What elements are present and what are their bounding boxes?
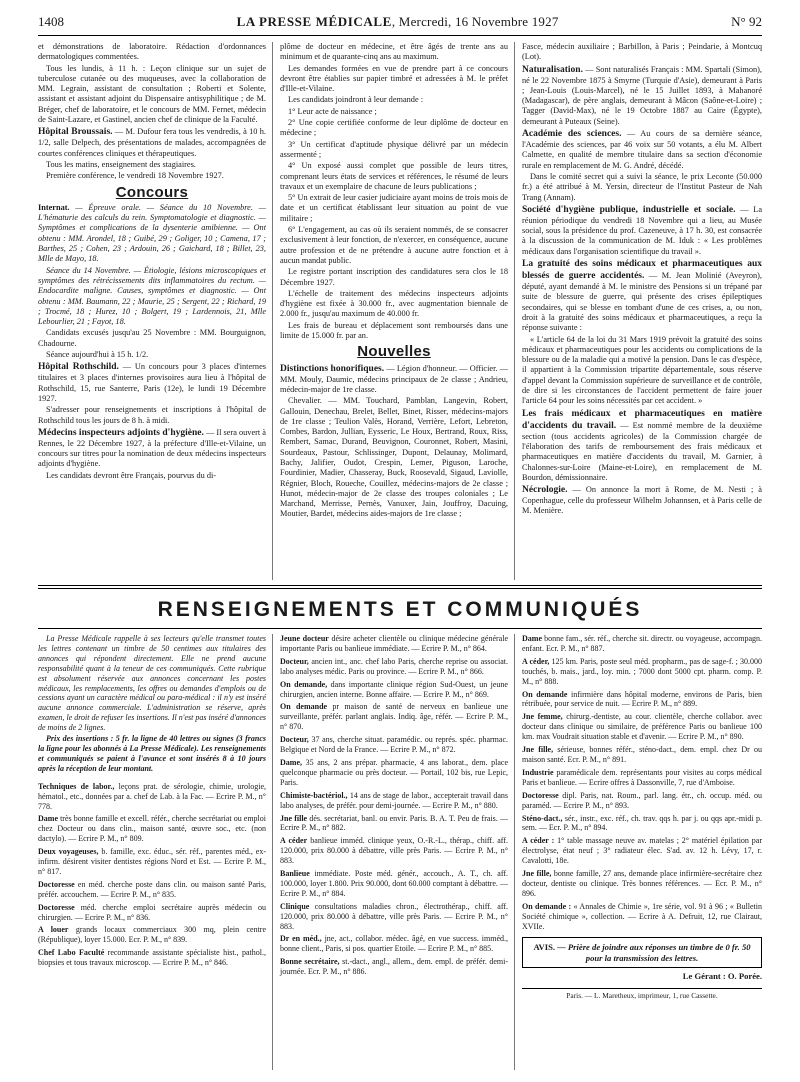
classified-ad-lead: A céder, bbox=[522, 656, 550, 666]
column-3 bbox=[522, 42, 762, 518]
article-text: — Est nommé membre de la deuxième section (tous accidents agricoles) de la Commission chargée de l'élaboration des tarifs de remboursement des frais médicaux et pharmaceutiques en matière d'accidents du travail, M. Garnier, à Chalonnes-sur-Loire (Maine-et-Loire), en remplacement de M. Bourdon, démissionnaire. bbox=[522, 420, 762, 482]
avis-box bbox=[522, 937, 762, 968]
classified-ad-lead: Deux voyageuses, bbox=[38, 847, 99, 857]
paragraph: Chevalier. — MM. Touchard, Pamblan, Langevin, Robert, Gallouin, Denechau, Brelet, Bellet, Binet, Risser, médecins-majors de 1re classe ; Teulion Valès, Horand, Verrière, Lefort, Lebreton, Combes, Bardon, Jullian, Eysseric, Le Houx, Bertrand, Roux, Riss, Rembert, Samac, Durand, Beuvignon, Couronnet, Robert, Masini, Sourdeaux, Pastour, Schlissinger, Dupont, Delaunay, Molimard, Bachy, Jalifier, Oudot, Crespin, Lemer, Piguson, Laroche, Fourdinier, Madier, Chasseray, Buck, Roosevald, Sigaud, Laviolle, Régnier, Bloch, Roueche, Couillez, médecins-majors de 2e classe ; Hunot, médecin-major de 2e classe des troupes coloniales ; Le Marchand, Merrisse, Pernès, Vanuxer, Jain, Jouffroy, Dacuing, Moutier, Bardet, médecins aides-majors de 1re classe ; bbox=[280, 396, 508, 519]
article-heading: Nécrologie. bbox=[522, 485, 568, 496]
classified-ad-lead: Jne femme, bbox=[522, 712, 563, 722]
column-rule bbox=[514, 634, 515, 1070]
classified-ad-text: désire acheter clientèle ou clinique médecine générale importante Paris ou banlieue immédiate. — Ecrire P. M., n° 864. bbox=[280, 634, 508, 653]
classifieds-column-a bbox=[38, 634, 266, 971]
classified-ad bbox=[522, 745, 762, 765]
classified-ad bbox=[280, 702, 508, 732]
paragraph: Dans le comité secret qui a suivi la séance, le prix Leconte (50.000 fr.) a été attribué à M. Yersin, directeur de l'Institut Pasteur de Nah Trang (Annam). bbox=[522, 171, 762, 202]
classified-ad-text: 125 km. Paris, poste seul méd. propharm., pas de sage-f. ; 30.000 touchés, b. mais., jard., loy. min. ; 7000 dont 5000 cpt. pharm. comp. P. M., n° 888. bbox=[522, 656, 762, 686]
classified-ad-lead: Jne fille, bbox=[522, 869, 552, 879]
avis-label: AVIS. bbox=[533, 942, 556, 953]
classified-ad-lead: Dame, bbox=[280, 757, 302, 767]
article-heading: Hôpital Broussais. bbox=[38, 127, 113, 138]
classified-ad-lead: Banlieue bbox=[280, 869, 310, 879]
classified-ad-text: 1° table massage neuve av. matelas ; 2° matériel épilation par électrolyse, état neuf ; 3° radiateur élec. S'ad. av. 12 h. Lévy, 17, r. Cavalotti, 18e. bbox=[522, 836, 763, 866]
classified-ad-text: banlieue imméd. clinique yeux, O.-R.-L., thérap., chiff. aff. 120.000, prix 80.000 à débattre, ville près Paris. — Ecrire P. M., n° 883. bbox=[280, 836, 508, 866]
classified-ad-lead: Sténo-dact., bbox=[522, 813, 563, 823]
classified-ad-lead: On demande : bbox=[522, 901, 572, 911]
paragraph: Fasce, médecin auxiliaire ; Barbillon, à Paris ; Peindarie, à Montcuq (Lot). bbox=[522, 42, 762, 62]
article-text: — On annonce la mort à Rome, de M. Nesti ; à Copenhague, celle du professeur Wilhelm Johannsen, et à Paris celle de M. Menière. bbox=[522, 485, 762, 516]
classified-ad bbox=[280, 758, 508, 788]
classified-ad bbox=[280, 869, 508, 899]
issue-number: N° 92 bbox=[731, 14, 762, 29]
classified-ad-text: dipl. Paris, nat. Roum., parl. lang. étr., ch. occup. méd. ou paraméd. — Ecrire P. M., n° 893. bbox=[522, 790, 762, 810]
classified-ad bbox=[280, 634, 508, 654]
classifieds-list bbox=[280, 634, 508, 977]
classified-ad-text: ancien int., anc. chef labo Paris, cherche reprise ou associat. labo analyses médic. Paris ou province. — Ecrire P. M., n° 866. bbox=[280, 656, 508, 676]
classified-ad-lead: Chimiste-bactériol., bbox=[280, 790, 348, 800]
section-divider bbox=[38, 588, 762, 589]
article bbox=[522, 484, 762, 517]
article-text: — Un concours pour 3 places d'internes titulaires et 3 places d'internes provisoires aura lieu à l'hôpital de Rothschild, 15, rue Santerre, Paris (12e), le lundi 19 Décembre 1927. bbox=[38, 362, 266, 403]
classified-ad-text: en méd. cherche poste dans clin. ou maison santé Paris, préfér. accouchem. — Ecrire P. M., n° 835. bbox=[38, 879, 266, 899]
column-rule bbox=[272, 42, 273, 580]
journal-name: LA PRESSE MÉDICALE bbox=[236, 14, 392, 29]
classified-ad bbox=[280, 902, 508, 932]
classified-ad-lead: Docteur, bbox=[280, 735, 309, 745]
list-item: 3° Un certificat d'aptitude physique délivré par un médecin assermenté ; bbox=[280, 139, 508, 159]
paragraph: Tous les lundis, à 11 h. : Leçon clinique sur un sujet de tuberculose cutanée ou des muqueuses, avec la collaboration de MM. Legrain, assistant de consultation ; Roberti et Solente, assistant et assistant adjoint du Dispensaire antisyphilitique ; de M. Bréger, chef de laboratoire, et le concours de MM. Fernet, médecin de Saint-Lazare, et Gastinel, ancien chef de clinique de la Faculté. bbox=[38, 63, 266, 125]
classified-ad bbox=[522, 634, 762, 654]
column-1 bbox=[38, 42, 266, 482]
classified-ad bbox=[280, 735, 508, 755]
article bbox=[38, 361, 266, 404]
classified-ad-lead: Techniques de labor., bbox=[38, 781, 115, 791]
article-heading: Médecins inspecteurs adjoints d'hygiène. bbox=[38, 427, 204, 438]
classified-ad-text: 35 ans, 2 ans prépar. pharmacie, 4 ans laborat., dem. place quelconque pharmacie ou près docteur. — Portail, 102 bis, rue Lepic, Paris. bbox=[280, 757, 508, 787]
classified-ad bbox=[522, 657, 762, 687]
article-text: — Épreuve orale. — Séance du 10 Novembre. — L'hématurie des calculs du rein. Symptomatologie et diagnostic. — Symptômes et complications de la dysenterie amibienne. — Ont obtenu : MM. Arondel, 18 ; Guibé, 29 ; Goliger, 10 ; Camena, 17 ; Barthes, 25 ; Cohen, 23 ; Ardouin, 26 ; Gaichard, 18 ; Billet, 23, Mlle de Mayo, 18. bbox=[38, 202, 266, 264]
article bbox=[280, 363, 508, 396]
classified-ad bbox=[522, 712, 762, 742]
article-text: — La réunion périodique du vendredi 18 Novembre qui a lieu, au Musée social, sous la présidence du prof. Cazeneuve, à 17 h. 30, est consacrée à la discussion de la communication de M. Iduk : « Les problèmes médicaux dans l'organisation scientifique du travail ». bbox=[522, 204, 762, 256]
classified-ad-lead: Dame bbox=[38, 814, 58, 824]
classified-ad-lead: Industrie bbox=[522, 767, 554, 777]
classified-ad-text: bonne fam., sér. réf., cherche sit. directr. ou voyageuse, accompagn. enfant. Ecr. P. M., n° 887. bbox=[522, 634, 762, 653]
classifieds-intro: La Presse Médicale rappelle à ses lecteurs qu'elle transmet toutes les lettres contenant un timbre de 50 centimes aux titulaires des annonces qui répondent directement. Elle ne prend aucune responsabilité quant à la teneur de ces communiqués. Cette rubrique est absolument réservée aux annonces concernant les postes médicaux, les remplacements, les offres ou demandes d'emplois ou de cessions ayant un caractère médical ou para-médical : il n'y est inséré aucune annonce commerciale. L'administration se réserve, après examen, le droit de refuser les insertions. Il n'est pas inséré d'annonces de moins de 2 lignes. bbox=[38, 634, 266, 733]
printer-line: Paris. — L. Maretheux, imprimeur, 1, rue Cassette. bbox=[522, 988, 762, 1001]
classified-ad-text: chirurg.-dentiste, au cour. clientèle, cherche collabor. avec docteur dans clinique ou similaire, de préférence Paris ou banlieue 100 km. max Voudrait situation stable et d'avenir. — Ecrire P. M., n° 890. bbox=[522, 712, 762, 742]
renseignements-title: RENSEIGNEMENTS ET COMMUNIQUÉS bbox=[157, 598, 643, 621]
classified-ad-lead: Jne fille bbox=[280, 813, 308, 823]
classified-ad-text: pr maison de santé de nerveux en banlieue une surveillante, préfér. parlant anglais. Indiq. âge, référ. — Ecrire P. M., n° 870. bbox=[280, 702, 508, 732]
classified-ad-text: infirmière dans hôpital moderne, environs de Paris, bien rétribuée, pour service de nuit. — Ecrire P. M., n° 889. bbox=[522, 689, 762, 709]
paragraph: Candidats excusés jusqu'au 25 Novembre : MM. Bourguignon, Chadourne. bbox=[38, 328, 266, 348]
classified-ad bbox=[280, 657, 508, 677]
classified-ad-text: paramédicale dem. représentants pour visites au corps médical Paris et banlieue. — Ecrire offres à Dassonville, 7, rue d'Amboise. bbox=[522, 767, 762, 787]
article-text: — M. Jean Molinié (Aveyron), député, ayant demandé à M. le ministre des Pensions si un trépané par suite de blessure de guerre, qui présente des crises épileptiques secondaires, qui se blesse en tombant d'une de ces crises, a, ou non, droit à la gratuité des soins médicaux et pharmaceutiques, a reçu la réponse suivante : bbox=[522, 271, 762, 333]
classified-ad bbox=[280, 934, 508, 954]
masthead bbox=[38, 14, 762, 36]
article-heading: Naturalisation. bbox=[522, 64, 583, 75]
classified-ad-lead: Jne fille, bbox=[522, 745, 554, 755]
classified-ad bbox=[38, 903, 266, 923]
paragraph: L'échelle de traitement des médecins inspecteurs adjoints d'hygiène est fixée à 30.000 fr., avec augmentation biennale de 2.000 fr., jusqu'au maximum de 40.000 fr. bbox=[280, 288, 508, 319]
classified-ad-lead: Dame bbox=[522, 634, 542, 643]
classified-ad-text: 37 ans, cherche situat. paramédic. ou représ. spéc. pharmac. Belgique et Nord de la France. — Ecrire P. M., n° 872. bbox=[280, 735, 508, 755]
classified-ad-text: recommande assistante spécialiste hist., pathol., biopsies et tous travaux microscop. — Ecrire P. M., n° 846. bbox=[38, 948, 266, 968]
paragraph: S'adresser pour renseignements et inscriptions à l'hôpital de Rothschild tous les jours de 8 h. à midi. bbox=[38, 405, 266, 425]
classifieds-prices: Prix des insertions : 5 fr. la ligne de 40 lettres ou signes (3 francs la ligne pour les abonnés à La Presse Médicale). Les renseignements et communiqués se paient à l'avance et sont insérés 8 à 10 jours après la réception de leur montant. bbox=[38, 734, 266, 773]
classified-ad-text: jne, act., collabor. médec. âgé, en vue success. imméd., bonne client., Paris, si pos. quartier Etoile. — Ecrire P. M., n° 885. bbox=[280, 934, 508, 954]
classifieds-column-c bbox=[522, 634, 762, 1001]
classified-ad bbox=[38, 847, 266, 877]
classified-ad bbox=[38, 925, 266, 945]
title-underline bbox=[38, 628, 762, 629]
classified-ad-text: sér., instr., exc. réf., ch. trav. qqs h. par j. ou qqs apr.-midi p. sem. — Ecr. P. M., n° 894. bbox=[522, 813, 762, 833]
classified-ad-text: « Annales de Chimie », 1re série, vol. 91 à 96 ; « Bulletin Société chimique », collection. — Ecrire à A. Defruit, 12, rue Clairaut, XVIIe. bbox=[522, 901, 763, 931]
article bbox=[38, 203, 266, 265]
paragraph: Les candidats devront être Français, pourvus du di- bbox=[46, 470, 217, 480]
article-heading: Académie des sciences. bbox=[522, 129, 622, 140]
classified-ad bbox=[280, 680, 508, 700]
classified-ad bbox=[38, 880, 266, 900]
column-rule bbox=[514, 42, 515, 580]
classified-ad-lead: Bonne secrétaire, bbox=[280, 957, 340, 967]
classifieds-column-b bbox=[280, 634, 508, 980]
classified-ad-text: 14 ans de stage de labor., accepterait travail dans labo analyses, de préfér. pour demi-journée. — Ecrire P. M., n° 880. bbox=[280, 790, 508, 810]
classified-ad-lead: Doctoresse bbox=[38, 902, 75, 912]
classified-ad-text: leçons prat. de sérologie, chimie, urologie, hématol., etc., données par a. chef de Lab. à la Fac. — Ecrire P. M., n° 778. bbox=[38, 781, 266, 811]
classified-ad-lead: Chef Labo Faculté bbox=[38, 948, 105, 958]
classified-ad-text: b. famille, exc. éduc., sér. réf., parentes méd., ex-infirm. désirent visiter dentistes régions Nord et Est. — Ecrire P. M., n° 817. bbox=[38, 847, 267, 876]
classified-ad-text: dans importante clinique région Sud-Ouest, un jeune chirurgien, ancien interne. Bonne affaire. — Ecrire P. M., n° 869. bbox=[280, 679, 508, 699]
article bbox=[522, 408, 762, 483]
classified-ad bbox=[522, 814, 762, 834]
paragraph: Les candidats joindront à leur demande : bbox=[288, 95, 424, 105]
article-text: — Légion d'honneur. — Officier. — MM. Mouly, Daumic, médecins principaux de 2e classe ; Andrieu, médecin-major de 1re classe. bbox=[280, 363, 508, 394]
column-rule bbox=[272, 634, 273, 1070]
paragraph: Séance du 14 Novembre. — Étiologie, lésions microscopiques et symptômes des rétrécissements dits inflammatoires du rectum. — Endocardite maligne. Causes, symptômes et diagnostic. — Ont obtenu : MM. Baumann, 22 ; Maurie, 25 ; Sergent, 22 ; Richard, 19 ; Trocmé, 18 ; Hurez, 10 ; Bolgert, 19 ; Lardennois, 21, Mlle Lebourlier, 21 ; Fayot, 18. bbox=[38, 265, 266, 327]
classified-ad-text: méd. cherche emploi secrétaire auprès médecin ou chirurgien. — Ecrire P. M., n° 836. bbox=[38, 902, 266, 922]
article bbox=[38, 126, 266, 159]
classified-ad bbox=[280, 836, 508, 866]
classified-ad bbox=[522, 869, 762, 899]
article-text: — Sont naturalisés Français : MM. Spartali (Simon), né le 22 Novembre 1875 à Smyrne (Turquie d'Asie), demeurant à Paris ; Jean-Louis (Louis-Marcel), né le 15 Juillet 1893, à Mahanoré (Madagascar), de père anglais, demeurant à Mâcon (Saône-et-Loire) ; Tagger (David-Max), né le 19 Octobre 1887 au Caire (Égypte), demeurant à Puteaux (Seine). bbox=[522, 64, 762, 126]
classified-ad bbox=[522, 836, 762, 866]
classified-ad-lead: Dr en méd., bbox=[280, 934, 322, 944]
classified-ad-text: immédiate. Poste méd. génér., accouch., A. T., ch. aff. 100.000, loyer 1.800. Prix 90.000, dont 60.000 comptant à débattre. — Ecrire P. M., n° 884. bbox=[280, 869, 508, 898]
classifieds-list bbox=[38, 782, 266, 968]
page-number: 1408 bbox=[38, 14, 64, 29]
classified-ad bbox=[522, 791, 762, 811]
classified-ad bbox=[38, 782, 266, 812]
classified-ad bbox=[522, 768, 762, 788]
classified-ad bbox=[38, 948, 266, 968]
classified-ad-lead: A céder : bbox=[522, 836, 555, 846]
classified-ad bbox=[522, 690, 762, 710]
issue-date: , Mercredi, 16 Novembre 1927 bbox=[391, 14, 559, 29]
article-heading: La gratuité des soins médicaux et pharmaceutiques aux blessés de guerre accidentés. bbox=[522, 259, 762, 282]
paragraph: Séance aujourd'hui à 15 h. 1/2. bbox=[46, 350, 149, 360]
article bbox=[522, 204, 762, 257]
classified-ad-text: très bonne famille et excell. référ., cherche secrétariat ou emploi chez Docteur ou dans clin., maison santé, œuvre soc., etc. (non dactylo). — Ecrire P. M., n° 809. bbox=[38, 814, 266, 844]
list-item: 5° Un extrait de leur casier judiciaire ayant moins de trois mois de date et un certificat établissant leur situation au point de vue militaire ; bbox=[280, 193, 508, 223]
section-title-nouvelles: Nouvelles bbox=[357, 343, 431, 361]
avis-text: — Prière de joindre aux réponses un timbre de 0 fr. 50 pour la transmission des lettres. bbox=[555, 942, 751, 963]
classified-ad-lead: A louer bbox=[38, 925, 69, 935]
classified-ad-lead: Doctoresse bbox=[522, 790, 559, 800]
article bbox=[38, 427, 266, 470]
classified-ad-text: bonne famille, 27 ans, demande place infirmière-secrétaire chez docteur, dentiste ou clinique. Très bonnes références. — Ecr. P. M., n° 896. bbox=[522, 869, 762, 898]
classified-ad bbox=[280, 957, 508, 977]
classified-ad-lead: On demande bbox=[522, 689, 568, 699]
classifieds-list bbox=[522, 634, 762, 931]
list-item: 4° Un exposé aussi complet que possible de leurs titres, comprenant leurs états de services et références, le résumé de leurs travaux et un exemplaire de chacune de leurs publications ; bbox=[280, 161, 508, 191]
article-heading: Internat. bbox=[38, 202, 70, 212]
article-heading: Distinctions honorifiques. bbox=[280, 363, 385, 374]
paragraph: Tous les matins, enseignement des stagiaires. bbox=[46, 159, 196, 169]
paragraph: « L'article 64 de la loi du 31 Mars 1919 prévoit la gratuité des soins médicaux et pharmaceutiques pour les accidents ou complications de la blessure ou de la maladie qui a motivé la pension. Dans le cas d'espèce, il appartient à la Commission tripartite départementale, sous réserve d'appel devant la Commission supérieure de surveillance et de contrôle, de dire si les circonstances de l'accident permettent de faire jouer l'article 64 pour les soins nécessités par cet accident. » bbox=[522, 334, 762, 406]
classified-ad-text: consultations maladies chron., électrothérap., chiff. aff. 120.000, prix 80.000 à débattre, ville près Paris. — Ecrire P. M., n° 883. bbox=[280, 901, 508, 931]
section-divider bbox=[38, 585, 762, 586]
classified-ad bbox=[522, 902, 762, 932]
paragraph: et démonstrations de laboratoire. Rédaction d'ordonnances dermatologiques commentées. bbox=[38, 42, 266, 62]
classified-ad-lead: Doctoresse bbox=[38, 879, 75, 889]
paragraph: Les demandes formées en vue de prendre part à ce concours devront être établies sur papier timbré et adressées à M. le préfet d'Ille-et-Vilaine. bbox=[280, 63, 508, 94]
section-title-concours: Concours bbox=[115, 183, 189, 201]
list-item: 1° Leur acte de naissance ; bbox=[288, 106, 377, 116]
classified-ad-lead: Clinique bbox=[280, 901, 310, 911]
article-heading: Société d'hygiène publique, industrielle et sociale. bbox=[522, 204, 736, 215]
article-text: — Il sera ouvert à Rennes, le 22 Décembre 1927, à la préfecture d'Ille-et-Vilaine, un concours sur titres pour la nomination de deux médecins inspecteurs adjoints d'hygiène. bbox=[38, 427, 266, 469]
classified-ad-text: dés. secrétariat, banl. ou envir. Paris. B. A. T. Peu de frais. — Ecrire P. M., n° 882. bbox=[280, 813, 508, 833]
classified-ad bbox=[280, 791, 508, 811]
classified-ad-text: st.-dact., angl., allem., dem. empl. de préfér. demi-journée. Ecr. P. M., n° 886. bbox=[280, 957, 508, 977]
classified-ad bbox=[38, 814, 266, 844]
classified-ad bbox=[280, 814, 508, 834]
article bbox=[522, 258, 762, 333]
classified-ad-lead: A céder bbox=[280, 836, 308, 846]
classified-ad-lead: On demande, bbox=[280, 679, 328, 689]
article bbox=[522, 128, 762, 171]
article-heading: Hôpital Rothschild. bbox=[38, 362, 119, 373]
classified-ad-lead: On demande bbox=[280, 702, 328, 712]
gerant-signature: Le Gérant : O. Porée. bbox=[682, 971, 762, 982]
classified-ad-text: grands locaux commerciaux 300 mq, plein centre (République), loyer 15.000. Ecr. P. M., n° 839. bbox=[38, 925, 266, 945]
article-text: — Au cours de sa dernière séance, l'Académie des sciences, par 46 voix sur 50 votants, a élu M. Albert Calmette, en qualité de membre titulaire dans sa section d'économie rurale en remplacement de M. G. André, décédé. bbox=[522, 129, 762, 170]
classified-ad-text: sérieuse, bonnes référ., sténo-dact., dem. empl. chez Dr ou maison santé. Ecr. P. M., n° 891. bbox=[522, 745, 762, 764]
paragraph: Le registre portant inscription des candidatures sera clos le 18 Décembre 1927. bbox=[280, 267, 508, 287]
journal-title bbox=[237, 14, 559, 30]
classified-ad-lead: Jeune docteur bbox=[280, 634, 329, 643]
paragraph: Première conférence, le vendredi 18 Novembre 1927. bbox=[46, 171, 224, 181]
article-text: — M. Dufour fera tous les vendredis, à 10 h. 1/2, salle Delpech, des présentations de malades, accompagnées de courtes conférences cliniques et thérapeutiques. bbox=[38, 127, 266, 158]
article-heading: Les frais médicaux et pharmaceutiques en matière d'accidents du travail. bbox=[522, 408, 762, 431]
paragraph: plôme de docteur en médecine, et être âgés de trente ans au minimum et de quarante-cinq ans au maximum. bbox=[280, 42, 508, 62]
paragraph: Les frais de bureau et déplacement sont remboursés dans une limite de 15.000 fr. par an. bbox=[280, 320, 508, 341]
list-item: 2° Une copie certifiée conforme de leur diplôme de docteur en médecine ; bbox=[280, 118, 508, 138]
column-2 bbox=[280, 42, 508, 521]
article bbox=[522, 64, 762, 127]
classified-ad-lead: Docteur, bbox=[280, 656, 309, 666]
list-item: 6° L'engagement, au cas où ils seraient nommés, de se consacrer exclusivement à leur fonction, de n'exercer, en conséquence, aucune autre profession et de ne prétendre à aucune autre fonction et à aucun mandat public. bbox=[280, 225, 508, 265]
